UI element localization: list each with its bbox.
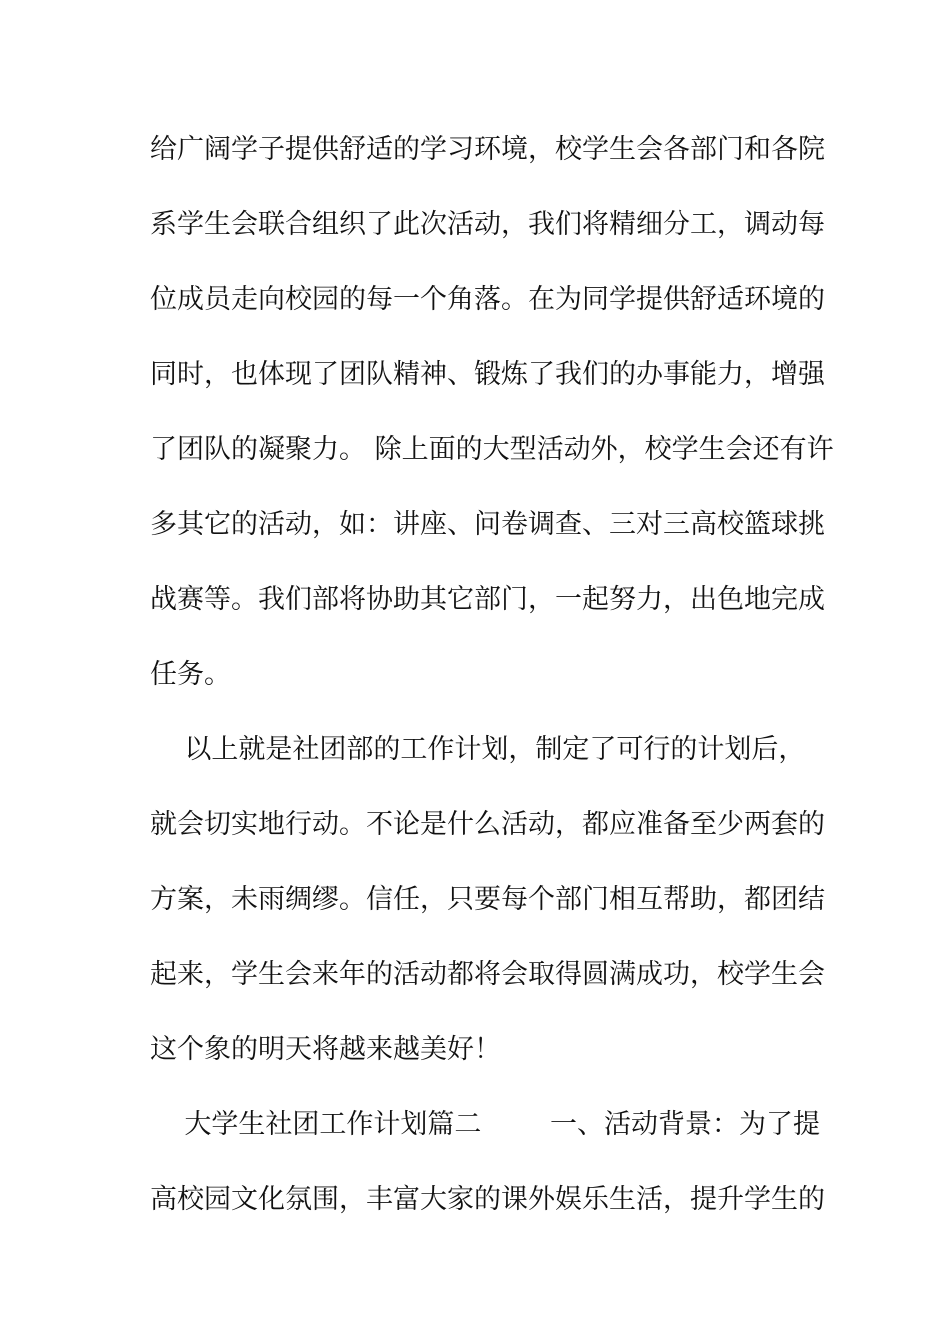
text-line: 以上就是社团部的工作计划，制定了可行的计划后， xyxy=(150,734,806,765)
text-line: 同时，也体现了团队精神、锻炼了我们的办事能力，增强 xyxy=(150,359,825,390)
text-line: 高校园文化氛围，丰富大家的课外娱乐生活，提升学生的 xyxy=(150,1184,825,1215)
text-line: 大学生社团工作计划篇二 一、活动背景：为了提 xyxy=(150,1109,820,1140)
text-line: 方案，未雨绸缪。信任，只要每个部门相互帮助，都团结 xyxy=(150,884,825,915)
text-line: 多其它的活动，如：讲座、问卷调查、三对三高校篮球挑 xyxy=(150,509,825,540)
text-line: 战赛等。我们部将协助其它部门，一起努力，出色地完成 xyxy=(150,584,825,615)
text-line: 起来，学生会来年的活动都将会取得圆满成功，校学生会 xyxy=(150,959,825,990)
text-line: 任务。 xyxy=(150,659,231,690)
text-line: 这个象的明天将越来越美好！ xyxy=(150,1034,501,1065)
text-line: 给广阔学子提供舒适的学习环境，校学生会各部门和各院 xyxy=(150,134,825,165)
text-line: 了团队的凝聚力。 除上面的大型活动外，校学生会还有许 xyxy=(150,434,834,465)
text-line: 系学生会联合组织了此次活动，我们将精细分工，调动每 xyxy=(150,209,825,240)
text-line: 就会切实地行动。不论是什么活动，都应准备至少两套的 xyxy=(150,809,825,840)
text-line: 位成员走向校园的每一个角落。在为同学提供舒适环境的 xyxy=(150,284,825,315)
